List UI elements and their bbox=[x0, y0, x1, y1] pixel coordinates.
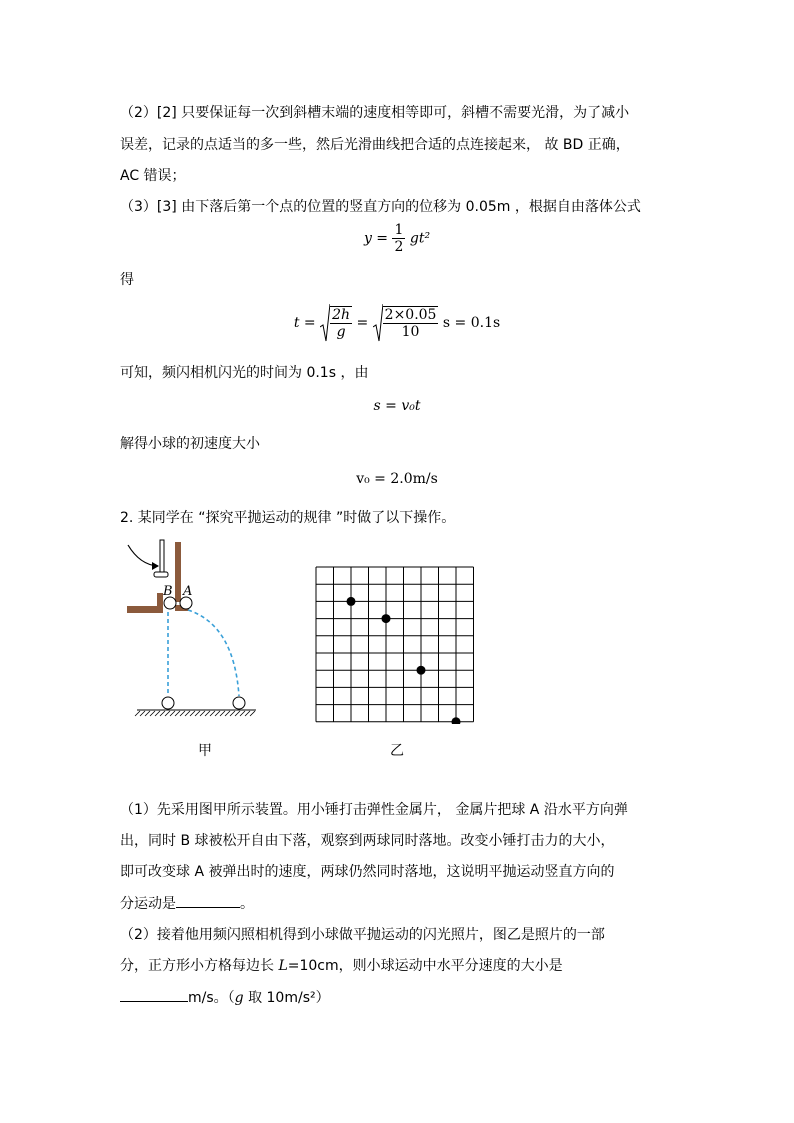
q1-answer-blank[interactable] bbox=[176, 893, 240, 908]
q2-g-value: 取 10m/s²） bbox=[243, 990, 330, 1006]
q2-answer-blank[interactable] bbox=[120, 987, 188, 1002]
ground-hatch bbox=[225, 711, 230, 716]
flash-photo-dot bbox=[452, 717, 461, 724]
trajectory-a bbox=[188, 610, 239, 696]
ground-hatch bbox=[175, 711, 180, 716]
answer-flash-text: 可知，频闪相机闪光的时间为 0.1s ，由 bbox=[120, 365, 369, 381]
ground-hatch bbox=[195, 711, 200, 716]
flash-photo-dot bbox=[382, 614, 391, 623]
ground-hatch bbox=[170, 711, 175, 716]
q2-unit: m/s。（ bbox=[188, 990, 235, 1006]
ground-hatch bbox=[200, 711, 205, 716]
sqrt-1 bbox=[320, 303, 352, 343]
q1-line4-text: 分运动是 bbox=[120, 896, 176, 912]
sqrt-2-den: 10 bbox=[401, 324, 420, 340]
q1-line3: 即可改变球 A 被弹出时的速度，两球仍然同时落地，这说明平抛运动竖直方向的 bbox=[120, 864, 615, 880]
answer-de: 得 bbox=[120, 272, 134, 288]
ground-hatch bbox=[145, 711, 150, 716]
formula-free-fall bbox=[0, 222, 794, 255]
ground-hatch bbox=[180, 711, 185, 716]
answer-solve-text: 解得小球的初速度大小 bbox=[120, 436, 260, 452]
answer-part2-line1: （2）[2] 只要保证每一次到斜槽末端的速度相等即可，斜槽不需要光滑，为了减小 bbox=[120, 105, 630, 121]
ground-hatch bbox=[165, 711, 170, 716]
q2-line1: （2）接着他用频闪照相机得到小球做平抛运动的闪光照片，图乙是照片的一部 bbox=[120, 927, 605, 943]
label-b: B bbox=[163, 584, 173, 599]
formula-time-tail: s = 0.1s bbox=[442, 315, 501, 331]
answer-part2-line3: AC 错误； bbox=[120, 168, 186, 184]
ground-hatch bbox=[240, 711, 245, 716]
hammer-handle bbox=[160, 540, 164, 572]
ground-hatch bbox=[160, 711, 165, 716]
sqrt-1-den: g bbox=[336, 324, 346, 340]
flash-photo-dot bbox=[417, 666, 426, 675]
answer-part2-line2: 误差，记录的点适当的多一些，然后光滑曲线把合适的点连接起来， 故 BD 正确， bbox=[120, 137, 630, 153]
figure-yi-caption: 乙 bbox=[390, 743, 404, 759]
q2-line2-b: =10cm，则小球运动中水平分速度的大小是 bbox=[287, 958, 563, 974]
formula-free-fall-rhs: gt² bbox=[409, 230, 431, 247]
flash-photo-dot bbox=[347, 597, 356, 606]
ground-hatch bbox=[235, 711, 240, 716]
formula-distance: s = v₀t bbox=[373, 398, 421, 414]
q1-line2: 出，同时 B 球被松开自由下落，观察到两球同时落地。改变小锤打击力的大小， bbox=[120, 833, 615, 849]
ground-hatch bbox=[190, 711, 195, 716]
formula-time-t: t = bbox=[293, 315, 316, 331]
figure-jia-caption: 甲 bbox=[198, 743, 212, 759]
ground-hatch bbox=[245, 711, 250, 716]
label-a: A bbox=[183, 584, 193, 599]
hammer-arrow-icon bbox=[128, 545, 158, 566]
q2-variable-l: L bbox=[278, 958, 288, 974]
q2-line2 bbox=[120, 956, 563, 976]
formula-free-fall-lhs: y = bbox=[363, 230, 389, 247]
q2-variable-g: g bbox=[234, 990, 244, 1006]
ground-hatch bbox=[215, 711, 220, 716]
sqrt-2 bbox=[373, 303, 439, 343]
figure-jia bbox=[120, 535, 270, 725]
ground-hatch bbox=[155, 711, 160, 716]
stand-left-base bbox=[127, 606, 163, 613]
q2-line2-a: 分，正方形小方格每边长 bbox=[120, 958, 279, 974]
ball-a-landed bbox=[233, 697, 245, 709]
formula-free-fall-num: 1 bbox=[394, 222, 404, 238]
q1-line4-end: 。 bbox=[240, 896, 254, 912]
ground-hatch bbox=[185, 711, 190, 716]
ground-hatch bbox=[230, 711, 235, 716]
ground-hatch bbox=[150, 711, 155, 716]
figure-yi-grid bbox=[315, 566, 477, 724]
formula-free-fall-den: 2 bbox=[394, 239, 404, 255]
sqrt-1-num: 2h bbox=[332, 307, 351, 323]
ball-b-landed bbox=[162, 697, 174, 709]
question-title: 2. 某同学在 “探究平抛运动的规律 ”时做了以下操作。 bbox=[120, 510, 456, 526]
formula-initial-velocity: v₀ = 2.0m/s bbox=[356, 471, 438, 487]
q1-line1: （1）先采用图甲所示装置。用小锤打击弹性金属片， 金属片把球 A 沿水平方向弹 bbox=[120, 802, 628, 818]
ground-hatch bbox=[205, 711, 210, 716]
formula-time: t = $\frac{2h}{g}$ = $\frac{2\times 0.05}{10}$ s = 0.1s bbox=[0, 303, 794, 343]
ground-hatch bbox=[140, 711, 145, 716]
ground-hatch bbox=[220, 711, 225, 716]
q2-line3 bbox=[120, 987, 330, 1008]
ground-hatch bbox=[250, 711, 255, 716]
answer-part3-line1: （3）[3] 由下落后第一个点的位置的竖直方向的位移为 0.05m ，根据自由落体公式 bbox=[120, 199, 641, 215]
ground-hatch bbox=[135, 711, 140, 716]
hammer-head bbox=[154, 572, 168, 577]
sqrt-2-num: 2×0.05 bbox=[384, 307, 437, 323]
q1-line4 bbox=[120, 893, 254, 914]
stand-post bbox=[175, 542, 181, 602]
ground-hatch bbox=[210, 711, 215, 716]
